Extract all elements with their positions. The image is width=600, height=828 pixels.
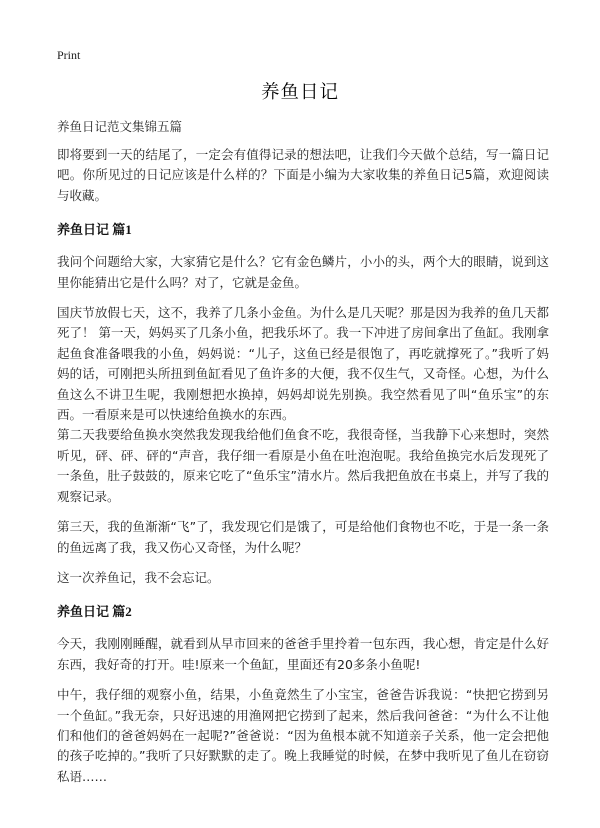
intro-paragraph: 即将要到一天的结尾了，一定会有值得记录的想法吧，让我们今天做个总结，写一篇日记吧。你所见过的日记应该是什么样的？下面是小编为大家收集的养鱼日记5篇，欢迎阅读与收藏。 — [57, 147, 549, 203]
section-heading: 养鱼日记 篇2 — [57, 604, 132, 620]
paragraph: 中午，我仔细的观察小鱼，结果，小鱼竟然生了小宝宝，爸爸告诉我说：“快把它捞到另一个鱼缸。”我无奈，只好迅速的用渔网把它捞到了起来，然后我问爸爸：“为什么不让他们和他们的爸爸妈妈在一起呢?”爸爸说：“因为鱼根本就不知道亲子关系，他一定会把他的孩子吃掉的。”我听了只好默默的走了。晚上我睡觉的时候，在梦中我听见了鱼儿在窃窃私语…… — [57, 687, 549, 784]
paragraph: 今天，我刚刚睡醒，就看到从早市回来的爸爸手里拎着一包东西，我心想，肯定是什么好东西，我好奇的打开。哇!原来一个鱼缸，里面还有20多条小鱼呢! — [57, 636, 549, 672]
paragraph: 国庆节放假七天，这不，我养了几条小金鱼。为什么是几天呢？那是因为我养的鱼几天都死了！ 第一天，妈妈买了几条小鱼，把我乐坏了。我一下冲进了房间拿出了鱼缸。我刚拿起鱼食准备喂我的小鱼，妈妈说：“儿子，这鱼已经是很饱了，再吃就撑死了。”我听了妈妈的话，可刚把头所扭到鱼缸看见了鱼许多的大便，我不仅生气，又奇怪。心想，为什么鱼这么不讲卫生呢，我刚想把水换掉，妈妈却说先别换。我空然看见了叫“鱼乐宝”的东西。一看原来是可以快速给鱼换水的东西。 — [57, 305, 549, 423]
paragraph: 第三天，我的鱼渐渐“飞”了，我发现它们是饿了，可是给他们食物也不吃，于是一条一条的鱼远离了我，我又伤心又奇怪，为什么呢？ — [57, 519, 549, 555]
paragraph: 这一次养鱼记，我不会忘记。 — [57, 569, 220, 585]
article-body — [57, 117, 549, 797]
section-heading: 养鱼日记 篇1 — [57, 222, 132, 238]
print-link[interactable]: Print — [57, 48, 81, 62]
page-title: 养鱼日记 — [260, 82, 339, 103]
article-subtitle: 养鱼日记范文集锦五篇 — [57, 119, 183, 134]
paragraph: 我问个问题给大家，大家猜它是什么？它有金色鳞片，小小的头，两个大的眼睛，说到这里你能猜出它是什么吗？对了，它就是金鱼。 — [57, 254, 549, 290]
paragraph: 第二天我要给鱼换水突然我发现我给他们鱼食不吃，我很奇怪，当我静下心来想时，突然听见，砰、砰、砰的“声音，我仔细一看原是小鱼在吐泡泡呢。我给鱼换完水后发现死了一条鱼，肚子鼓鼓的，原来它吃了“鱼乐宝”清水片。然后我把鱼放在书桌上，并写了我的观察记录。 — [57, 427, 549, 504]
